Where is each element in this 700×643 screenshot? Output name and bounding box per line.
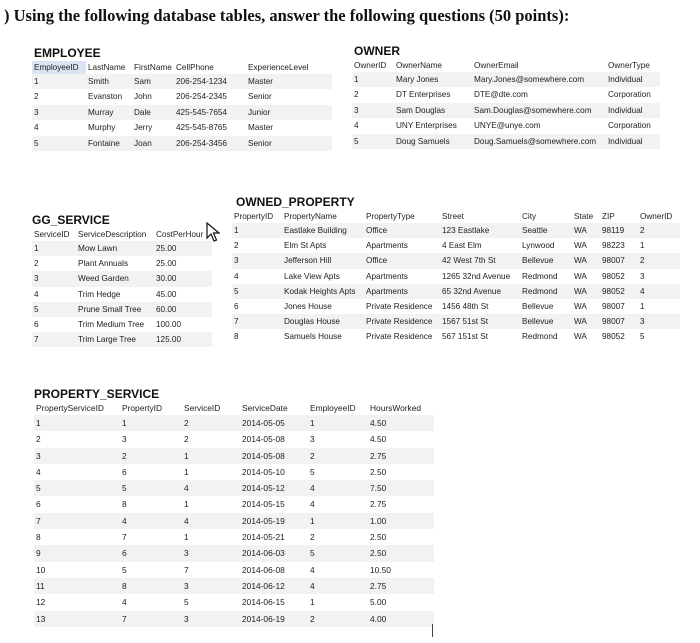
property-service-cell: 2 <box>182 415 240 431</box>
property-service-row <box>34 480 434 496</box>
gg-service-cell: Weed Garden <box>76 271 154 286</box>
owner-cell: Sam Douglas <box>394 103 472 118</box>
gg-service-col-servicedescription: ServiceDescription <box>78 230 147 239</box>
property-service-cell: 4 <box>182 480 240 496</box>
employee-cell: 206-254-1234 <box>174 74 246 89</box>
property-service-row <box>34 448 434 464</box>
property-service-cell: 1 <box>310 597 315 608</box>
owned-property-cell: Redmond <box>522 271 558 281</box>
owner-col-ownertype: OwnerType <box>608 61 650 70</box>
employee-col-employeeid: EmployeeID <box>32 61 86 74</box>
property-service-cell: 10.50 <box>370 564 391 575</box>
property-service-cell: 3 <box>182 578 240 594</box>
property-service-row <box>34 513 434 529</box>
owner-cell: Doug Samuels <box>394 134 472 149</box>
owned-property-col-ownerid: OwnerID <box>640 212 673 221</box>
property-service-cell: 7 <box>120 611 182 627</box>
owner-col-owneremail: OwnerEmail <box>474 61 519 70</box>
owner-cell: Corporation <box>608 121 651 131</box>
owned-property-cell: Bellevue <box>522 302 554 312</box>
gg-service-cell: 5 <box>32 302 76 317</box>
owner-table <box>352 59 660 149</box>
owned-property-cell: 1567 51st St <box>440 314 520 329</box>
property-service-cell: 2014-06-03 <box>240 545 308 561</box>
employee-cell: 5 <box>32 136 86 151</box>
employee-cell: Master <box>248 123 274 133</box>
owned-property-cell: 4 <box>638 284 680 299</box>
property-service-cell: 2014-05-08 <box>242 434 285 445</box>
property-service-col-hoursworked: HoursWorked <box>370 403 422 413</box>
mouse-pointer-icon <box>206 222 220 242</box>
owned-property-col-propertyname: PropertyName <box>284 212 337 221</box>
employee-row <box>32 120 332 135</box>
property-service-cell: 2014-05-19 <box>240 513 308 529</box>
property-service-table <box>34 402 434 627</box>
owned-property-cell: WA <box>574 241 587 251</box>
gg-service-title: GG_SERVICE <box>32 213 110 227</box>
property-service-cell: 5 <box>310 466 315 477</box>
text-caret <box>432 624 433 637</box>
employee-cell: Senior <box>246 136 332 151</box>
owned-property-cell: 6 <box>234 302 239 312</box>
owned-property-cell: 65 32nd Avenue <box>440 284 520 299</box>
owned-property-cell: Redmond <box>522 332 558 342</box>
owned-property-cell: 1456 48th St <box>442 302 489 312</box>
gg-service-cell: Trim Medium Tree <box>78 320 145 330</box>
owned-property-cell: Samuels House <box>284 332 342 342</box>
owned-property-cell: Seattle <box>520 223 572 238</box>
property-service-cell: 8 <box>122 499 127 510</box>
property-service-row <box>34 545 434 561</box>
gg-service-row <box>32 287 212 302</box>
owner-row <box>352 72 660 87</box>
gg-service-cell: 125.00 <box>154 332 212 347</box>
owner-cell: Mary.Jones@somewhere.com <box>472 72 606 87</box>
owner-cell: 5 <box>352 134 394 149</box>
owned-property-cell: 7 <box>232 314 282 329</box>
owned-property-cell: 2 <box>638 223 680 238</box>
owned-property-cell: Bellevue <box>520 253 572 268</box>
owned-property-cell: 98119 <box>600 223 638 238</box>
employee-cell: 206-254-3456 <box>174 136 246 151</box>
employee-col-cellphone: CellPhone <box>176 63 214 72</box>
property-service-cell: 4 <box>122 597 127 608</box>
gg-service-cell: 45.00 <box>156 289 177 299</box>
owner-cell: Individual <box>606 134 660 149</box>
property-service-cell: 7 <box>184 564 189 575</box>
gg-service-col-costperhour: CostPerHour <box>156 230 204 239</box>
employee-cell: 3 <box>32 105 86 120</box>
property-service-row <box>34 431 434 447</box>
property-service-row <box>34 415 434 431</box>
property-service-cell: 2014-06-08 <box>242 564 285 575</box>
gg-service-cell: 60.00 <box>154 302 212 317</box>
owned-property-cell: 3 <box>640 271 645 281</box>
owned-property-cell: WA <box>572 314 600 329</box>
owned-property-cell: 123 Eastlake <box>440 223 520 238</box>
owned-property-cell: Jefferson Hill <box>282 253 364 268</box>
property-service-cell: 9 <box>34 545 120 561</box>
owned-property-cell: 98052 <box>602 271 625 281</box>
owned-property-cell: 42 West 7th St <box>440 253 520 268</box>
owner-row <box>352 134 660 149</box>
property-service-cell: 2 <box>120 448 182 464</box>
owned-property-cell: 8 <box>234 332 239 342</box>
owned-property-cell: 4 East Elm <box>442 241 482 251</box>
gg-service-cell: 7 <box>32 332 76 347</box>
owned-property-cell: 98007 <box>600 314 638 329</box>
property-service-cell: 6 <box>122 466 127 477</box>
property-service-cell: 2014-05-21 <box>242 532 285 543</box>
owned-property-row <box>232 253 680 268</box>
property-service-cell: 7 <box>122 532 127 543</box>
employee-cell: Joan <box>132 136 174 151</box>
owned-property-cell: 2 <box>638 253 680 268</box>
employee-cell: Fontaine <box>86 136 132 151</box>
employee-row <box>32 105 332 120</box>
property-service-row <box>34 562 434 578</box>
gg-service-cell: Plant Annuals <box>78 259 129 269</box>
property-service-cell: 2014-05-05 <box>240 415 308 431</box>
employee-cell: Sam <box>132 74 174 89</box>
employee-row <box>32 89 332 104</box>
owner-title: OWNER <box>354 44 400 58</box>
gg-service-cell: 3 <box>32 271 76 286</box>
property-service-cell: 2 <box>310 532 315 543</box>
owned-property-cell: WA <box>574 302 587 312</box>
owned-property-col-state: State <box>574 212 594 221</box>
property-service-cell: 3 <box>34 448 120 464</box>
property-service-cell: 12 <box>36 597 46 608</box>
property-service-cell: 4.50 <box>370 434 387 445</box>
property-service-cell: 2014-06-15 <box>242 597 285 608</box>
property-service-cell: 1 <box>308 415 368 431</box>
property-service-cell: 3 <box>122 434 127 445</box>
owned-property-cell: Apartments <box>366 271 408 281</box>
owner-cell: Individual <box>606 72 660 87</box>
owned-property-cell: Lynwood <box>522 241 555 251</box>
property-service-cell: 5 <box>184 597 189 608</box>
property-service-cell: 2014-05-12 <box>240 480 308 496</box>
employee-cell: 4 <box>34 123 39 133</box>
property-service-cell: 2.50 <box>370 532 387 543</box>
gg-service-cell: Mow Lawn <box>76 241 154 256</box>
owned-property-title: OWNED_PROPERTY <box>236 195 355 209</box>
property-service-col-servicedate: ServiceDate <box>242 403 288 413</box>
employee-cell: 425-545-7654 <box>174 105 246 120</box>
employee-row <box>32 136 332 151</box>
owned-property-cell: Jones House <box>284 302 332 312</box>
property-service-cell: 2014-05-15 <box>242 499 285 510</box>
owned-property-cell: 3 <box>638 314 680 329</box>
owned-property-row <box>232 299 680 314</box>
owner-col-ownername: OwnerName <box>396 61 442 70</box>
employee-title: EMPLOYEE <box>34 46 101 60</box>
owner-cell: 2 <box>354 90 359 100</box>
question-heading: ) Using the following database tables, answer the following questions (50 points): <box>4 6 570 25</box>
owned-property-row <box>232 314 680 329</box>
owned-property-cell: 98007 <box>600 253 638 268</box>
owned-property-cell: WA <box>572 253 600 268</box>
property-service-cell: 2 <box>36 434 41 445</box>
property-service-row <box>34 496 434 512</box>
owned-property-cell: Apartments <box>364 284 440 299</box>
property-service-cell: 2014-05-10 <box>242 466 285 477</box>
property-service-cell: 1 <box>120 415 182 431</box>
property-service-cell: 5 <box>308 545 368 561</box>
property-service-cell: 4 <box>308 480 368 496</box>
gg-service-cell: 25.00 <box>156 259 177 269</box>
employee-col-experiencelevel: ExperienceLevel <box>248 63 309 72</box>
owned-property-cell: Douglas House <box>282 314 364 329</box>
property-service-cell: 5 <box>120 480 182 496</box>
owned-property-cell: Kodak Heights Apts <box>282 284 364 299</box>
owned-property-cell: Private Residence <box>366 302 433 312</box>
property-service-row <box>34 464 434 480</box>
owned-property-cell: 1265 32nd Avenue <box>442 271 511 281</box>
gg-service-col-serviceid: ServiceID <box>34 230 70 239</box>
property-service-cell: 1 <box>182 448 240 464</box>
owned-property-row <box>232 223 680 238</box>
property-service-cell: 2014-05-08 <box>240 448 308 464</box>
gg-service-row <box>32 256 212 271</box>
property-service-cell: 1.00 <box>368 513 434 529</box>
property-service-cell: 2 <box>308 448 368 464</box>
property-service-cell: 2.75 <box>368 448 434 464</box>
property-service-cell: 13 <box>34 611 120 627</box>
gg-service-cell: 1 <box>32 241 76 256</box>
owned-property-col-propertytype: PropertyType <box>366 212 415 221</box>
employee-cell: John <box>134 92 152 102</box>
gg-service-cell: 6 <box>34 320 39 330</box>
owned-property-cell: 5 <box>640 332 645 342</box>
property-service-cell: 2.50 <box>370 466 387 477</box>
property-service-col-employeeid: EmployeeID <box>310 403 356 413</box>
property-service-cell: 2 <box>184 434 189 445</box>
property-service-col-serviceid: ServiceID <box>184 403 221 413</box>
property-service-row <box>34 529 434 545</box>
property-service-cell: 11 <box>34 578 120 594</box>
owner-cell: 3 <box>352 103 394 118</box>
owned-property-cell: Lake View Apts <box>284 271 340 281</box>
property-service-cell: 4 <box>310 499 315 510</box>
owner-cell: DT Enterprises <box>396 90 451 100</box>
owner-cell: UNY Enterprises <box>396 121 457 131</box>
employee-cell: Master <box>246 74 332 89</box>
property-service-cell: 4 <box>310 564 315 575</box>
property-service-cell: 2 <box>308 611 368 627</box>
owner-row <box>352 118 660 133</box>
employee-cell: Murray <box>86 105 132 120</box>
property-service-title: PROPERTY_SERVICE <box>34 387 160 401</box>
gg-service-cell: 30.00 <box>154 271 212 286</box>
owned-property-col-street: Street <box>442 212 464 221</box>
owner-row <box>352 103 660 118</box>
owner-col-ownerid: OwnerID <box>354 61 387 70</box>
owned-property-cell: 98007 <box>602 302 625 312</box>
property-service-cell: 5 <box>122 564 127 575</box>
owner-cell: DTE@dte.com <box>474 90 528 100</box>
gg-service-cell: Trim Hedge <box>78 289 121 299</box>
employee-cell: Jerry <box>134 123 153 133</box>
gg-service-row <box>32 317 212 332</box>
owned-property-cell: WA <box>574 271 587 281</box>
property-service-cell: 2.75 <box>368 578 434 594</box>
owned-property-cell: 98052 <box>602 332 625 342</box>
property-service-cell: 2014-06-19 <box>240 611 308 627</box>
owned-property-row <box>232 238 680 253</box>
owned-property-cell: Private Residence <box>364 314 440 329</box>
property-service-row <box>34 594 434 610</box>
property-service-cell: 10 <box>36 564 46 575</box>
property-service-cell: 4.50 <box>368 415 434 431</box>
property-service-cell: 1 <box>184 466 189 477</box>
owned-property-cell: Private Residence <box>366 332 433 342</box>
property-service-cell: 6 <box>36 499 41 510</box>
property-service-cell: 7.50 <box>368 480 434 496</box>
employee-table <box>32 61 332 151</box>
property-service-cell: 5.00 <box>370 597 387 608</box>
owner-cell: Corporation <box>608 90 651 100</box>
owner-cell: Sam.Douglas@somewhere.com <box>472 103 606 118</box>
owned-property-col-propertyid: PropertyID <box>234 212 274 221</box>
owner-cell: 1 <box>352 72 394 87</box>
property-service-cell: 5 <box>34 480 120 496</box>
property-service-cell: 1 <box>184 532 189 543</box>
employee-cell: Dale <box>132 105 174 120</box>
gg-service-row <box>32 302 212 317</box>
employee-cell: 206-254-2345 <box>176 92 227 102</box>
property-service-cell: 4 <box>308 578 368 594</box>
owned-property-cell: 4 <box>234 271 239 281</box>
property-service-cell: 2.75 <box>370 499 387 510</box>
gg-service-cell: Trim Large Tree <box>76 332 154 347</box>
employee-col-lastname: LastName <box>88 63 126 72</box>
owned-property-row <box>232 284 680 299</box>
property-service-cell: 1 <box>184 499 189 510</box>
owned-property-cell: 1 <box>640 302 645 312</box>
employee-cell: Evanston <box>88 92 123 102</box>
property-service-cell: 3 <box>182 611 240 627</box>
employee-row <box>32 74 332 89</box>
owned-property-cell: 98223 <box>602 241 625 251</box>
property-service-cell: 1 <box>34 415 120 431</box>
owned-property-cell: Eastlake Building <box>282 223 364 238</box>
owned-property-cell: Office <box>364 253 440 268</box>
owned-property-cell: 5 <box>232 284 282 299</box>
property-service-cell: 4.00 <box>368 611 434 627</box>
gg-service-row <box>32 241 212 256</box>
owner-row <box>352 87 660 102</box>
property-service-cell: 1 <box>308 513 368 529</box>
owned-property-cell: 567 151st St <box>442 332 488 342</box>
owned-property-cell: Elm St Apts <box>284 241 327 251</box>
property-service-cell: 4 <box>36 466 41 477</box>
employee-cell: Smith <box>86 74 132 89</box>
employee-cell: 425-545-8765 <box>176 123 227 133</box>
gg-service-cell: 25.00 <box>154 241 212 256</box>
owned-property-cell: WA <box>572 284 600 299</box>
owned-property-col-zip: ZIP <box>602 212 615 221</box>
owner-cell: Mary Jones <box>394 72 472 87</box>
owned-property-row <box>232 329 680 344</box>
employee-cell: 1 <box>32 74 86 89</box>
owned-property-cell: 3 <box>232 253 282 268</box>
owner-cell: UNYE@unye.com <box>474 121 541 131</box>
owned-property-cell: WA <box>574 332 587 342</box>
owned-property-cell: 1 <box>232 223 282 238</box>
gg-service-row <box>32 332 212 347</box>
owner-cell: Individual <box>606 103 660 118</box>
gg-service-cell: Prune Small Tree <box>76 302 154 317</box>
property-service-cell: 7 <box>34 513 120 529</box>
owner-cell: 4 <box>354 121 359 131</box>
property-service-cell: 4 <box>120 513 182 529</box>
property-service-cell: 3 <box>182 545 240 561</box>
owned-property-row <box>232 269 680 284</box>
owned-property-col-city: City <box>522 212 537 221</box>
owner-cell: Doug.Samuels@somewhere.com <box>472 134 606 149</box>
property-service-col-propertyserviceid: PropertyServiceID <box>36 403 104 413</box>
owned-property-cell: Office <box>364 223 440 238</box>
gg-service-cell: 4 <box>34 289 39 299</box>
employee-col-firstname: FirstName <box>134 63 172 72</box>
gg-service-table <box>32 228 212 347</box>
owned-property-cell: 98052 <box>600 284 638 299</box>
gg-service-cell: 2 <box>34 259 39 269</box>
property-service-cell: 6 <box>120 545 182 561</box>
property-service-col-propertyid: PropertyID <box>122 403 163 413</box>
owned-property-cell: 1 <box>640 241 645 251</box>
owned-property-cell: 2 <box>234 241 239 251</box>
property-service-cell: 2.50 <box>368 545 434 561</box>
owned-property-cell: WA <box>572 223 600 238</box>
property-service-cell: 4 <box>182 513 240 529</box>
employee-cell: Senior <box>248 92 272 102</box>
property-service-cell: 8 <box>120 578 182 594</box>
gg-service-row <box>32 271 212 286</box>
employee-cell: 2 <box>34 92 39 102</box>
property-service-cell: 8 <box>36 532 41 543</box>
property-service-cell: 3 <box>310 434 315 445</box>
owned-property-cell: Apartments <box>366 241 408 251</box>
owned-property-cell: Redmond <box>520 284 572 299</box>
owned-property-cell: Bellevue <box>520 314 572 329</box>
property-service-cell: 2014-06-12 <box>240 578 308 594</box>
property-service-row <box>34 578 434 594</box>
owned-property-table <box>232 210 680 345</box>
gg-service-cell: 100.00 <box>156 320 182 330</box>
property-service-row <box>34 611 434 627</box>
employee-cell: Junior <box>246 105 332 120</box>
employee-cell: Murphy <box>88 123 116 133</box>
